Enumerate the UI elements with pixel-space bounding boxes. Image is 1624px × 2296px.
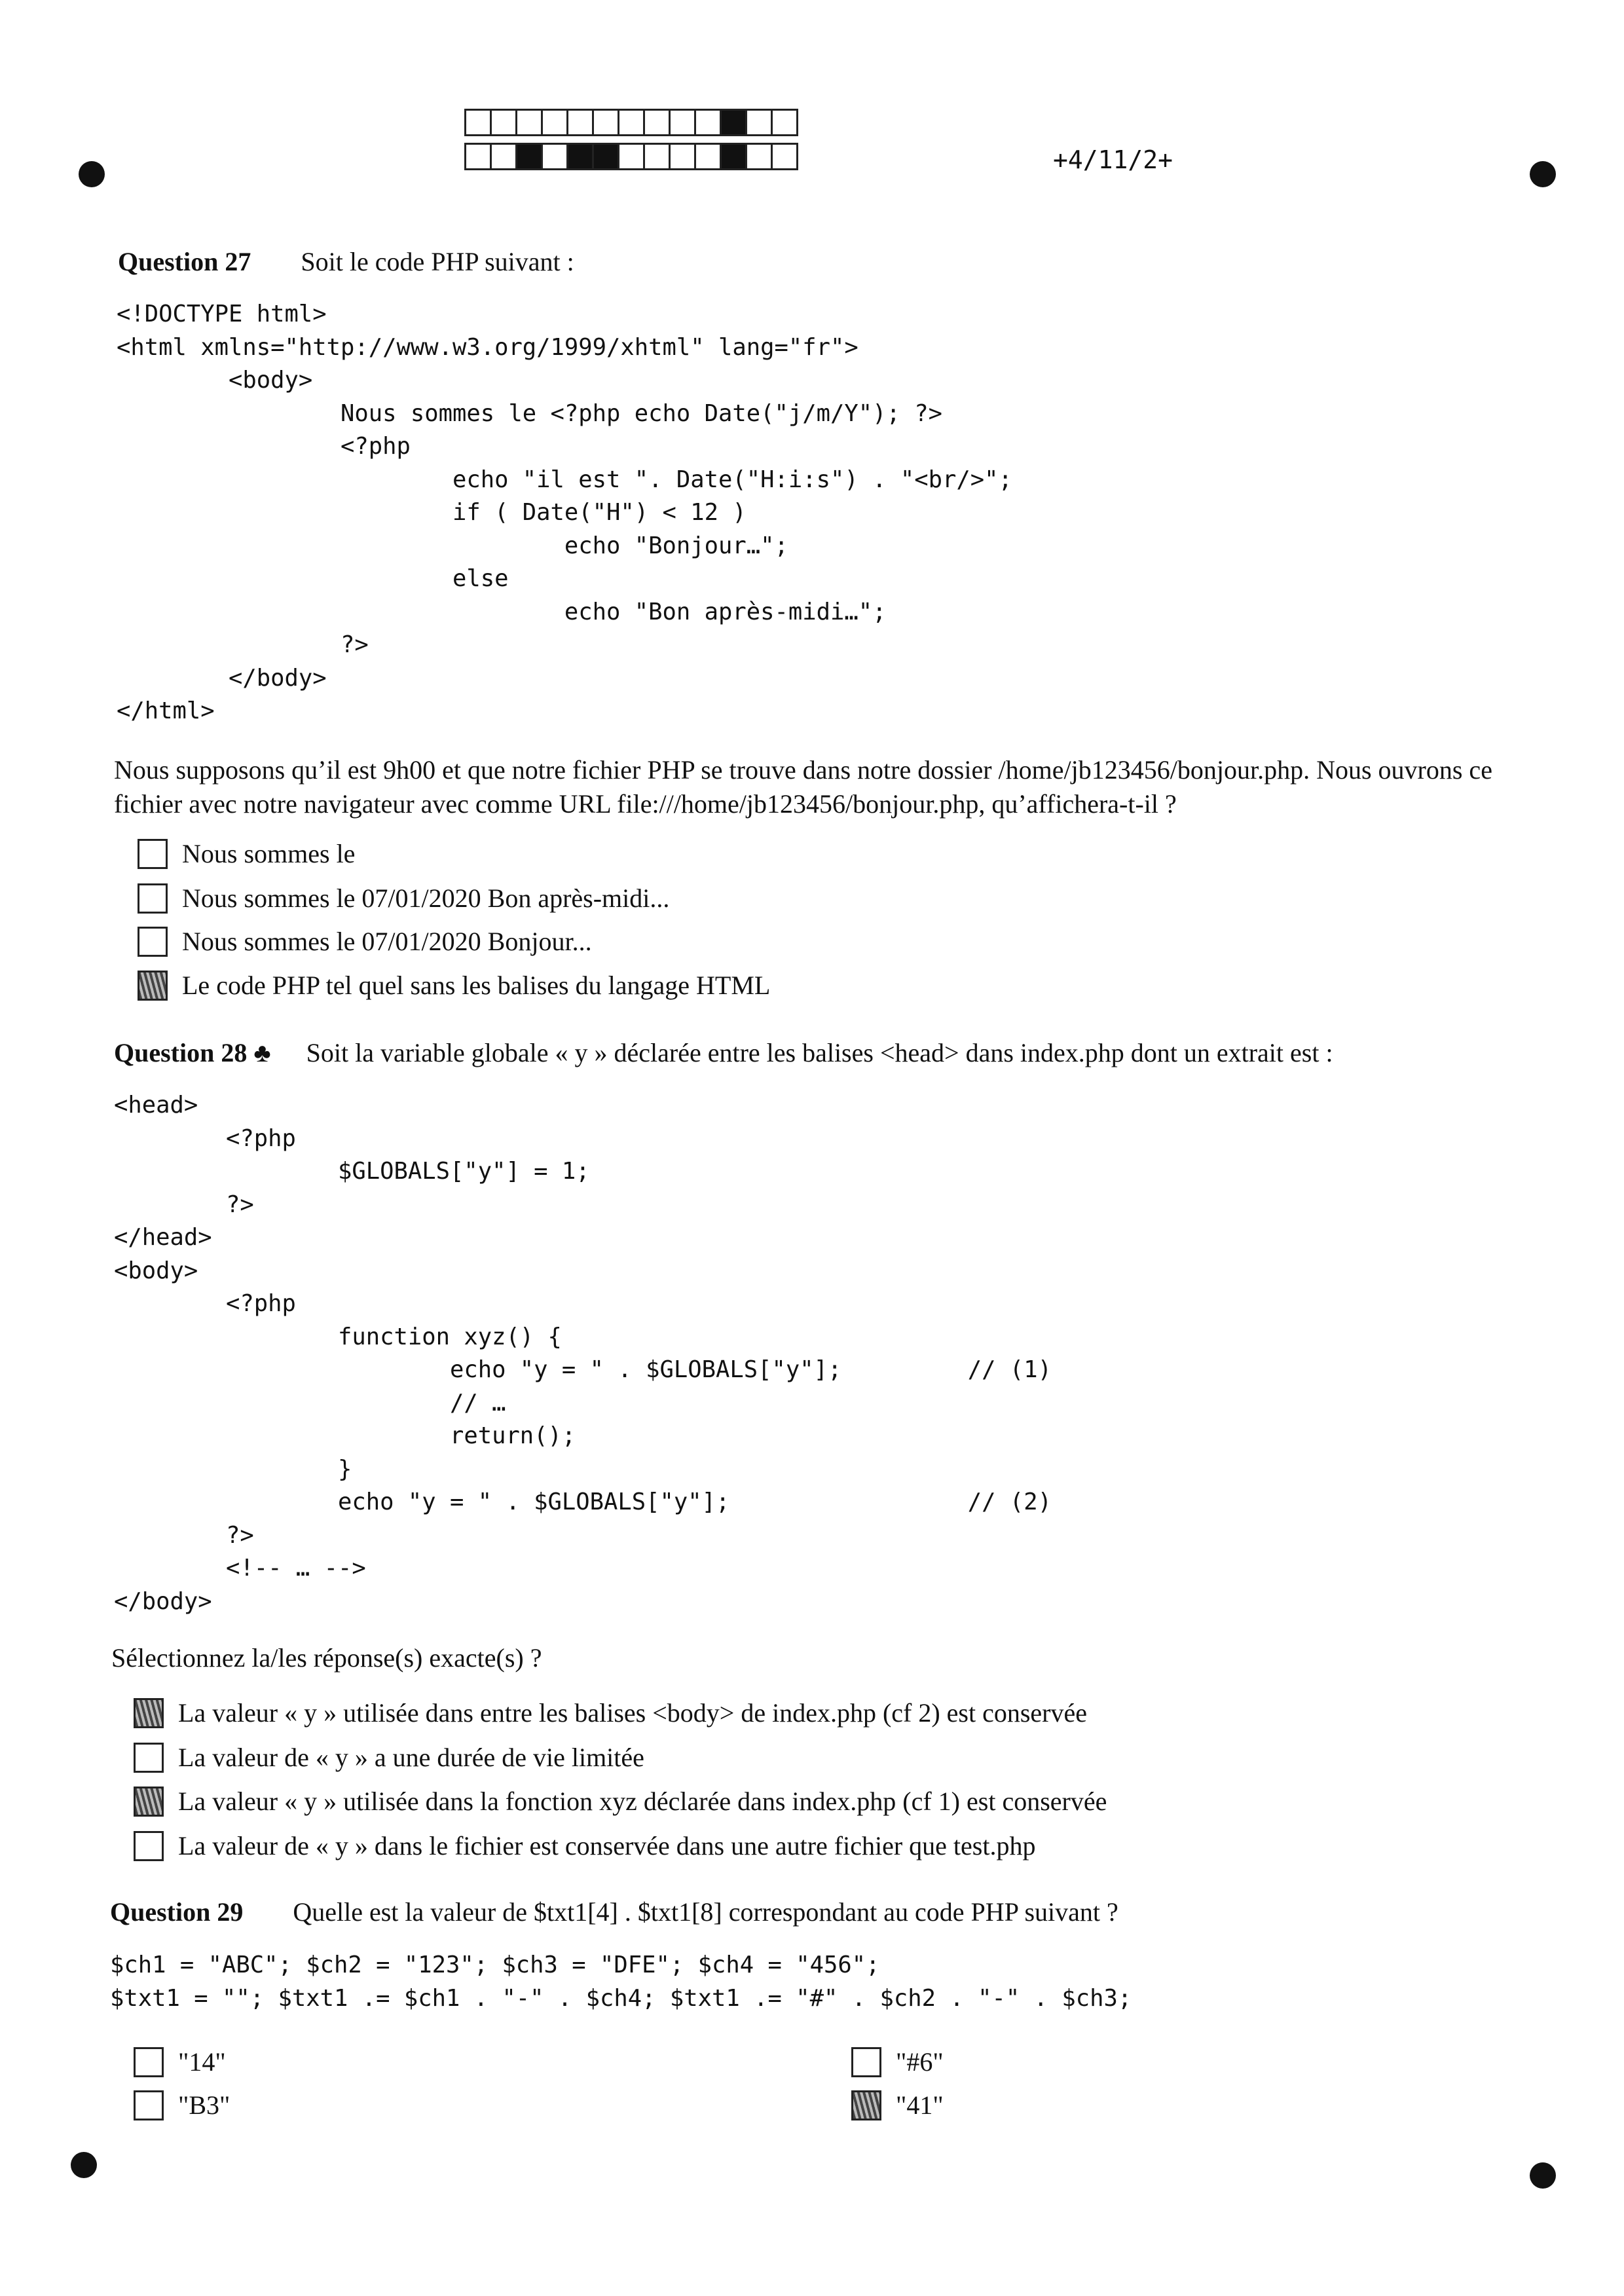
checkbox-checked[interactable] bbox=[134, 1787, 164, 1817]
barcode-cell bbox=[694, 143, 722, 170]
question-27-code: <!DOCTYPE html> <html xmlns="http://www.w3.org/1999/xhtml" lang="fr"> <body> Nous sommes le <?php echo Date("j/m/Y"); ?> <?php echo "il est ". Date("H:i:s") . "<br/>"; if ( Date("H") < 12 ) echo "Bonjour…"; else echo "Bon après-midi…"; ?> </body> </html> bbox=[117, 301, 1012, 724]
answer-label: "#6" bbox=[896, 2047, 944, 2077]
barcode-cell bbox=[771, 109, 798, 136]
q29-answer-2[interactable] bbox=[134, 2090, 230, 2120]
question-27-text: Nous supposons qu’il est 9h00 et que notre fichier PHP se trouve dans notre dossier /home/jb123456/bonjour.php. Nous ouvrons ce fichier avec notre navigateur avec comme URL file:///home/jb123456/bonjour.php, qu’affichera-t-il ? bbox=[114, 755, 1492, 819]
page-barcode bbox=[466, 109, 798, 177]
question-label: Question 28 bbox=[114, 1038, 248, 1067]
registration-dot-bottom-right bbox=[1530, 2162, 1556, 2189]
barcode-row bbox=[466, 109, 798, 136]
q27-answer-3[interactable] bbox=[138, 926, 592, 957]
q28-answer-1[interactable] bbox=[134, 1697, 1087, 1728]
barcode-cell bbox=[566, 109, 594, 136]
answer-label: "14" bbox=[178, 2047, 226, 2077]
barcode-cell bbox=[464, 109, 492, 136]
barcode-cell bbox=[643, 109, 671, 136]
question-27-heading bbox=[118, 246, 574, 277]
barcode-cell bbox=[618, 143, 645, 170]
barcode-cell bbox=[515, 143, 543, 170]
checkbox[interactable] bbox=[134, 2047, 164, 2077]
registration-dot-top-left bbox=[79, 161, 105, 187]
q27-answer-1[interactable] bbox=[138, 838, 355, 869]
barcode-cell bbox=[592, 143, 619, 170]
barcode-cell bbox=[669, 143, 696, 170]
answer-label: La valeur « y » utilisée dans entre les balises <body> de index.php (cf 2) est conservée bbox=[178, 1698, 1088, 1728]
barcode-cell bbox=[669, 109, 696, 136]
checkbox-checked[interactable] bbox=[851, 2090, 881, 2120]
answer-label: La valeur de « y » dans le fichier est conservée dans une autre fichier que test.php bbox=[178, 1831, 1036, 1861]
barcode-cell bbox=[490, 143, 517, 170]
question-prompt: Soit la variable globale « y » déclarée entre les balises <head> dans index.php dont un extrait est : bbox=[306, 1038, 1333, 1067]
barcode-cell bbox=[541, 143, 568, 170]
question-label: Question 27 bbox=[118, 247, 251, 276]
checkbox[interactable] bbox=[138, 839, 168, 869]
checkbox-checked[interactable] bbox=[138, 971, 168, 1001]
question-28-instruction: Sélectionnez la/les réponse(s) exacte(s) ? bbox=[111, 1643, 542, 1673]
checkbox[interactable] bbox=[138, 883, 168, 914]
barcode-cell bbox=[694, 109, 722, 136]
q28-answer-3[interactable] bbox=[134, 1786, 1107, 1817]
club-icon: ♣ bbox=[253, 1038, 271, 1067]
q27-answer-2[interactable] bbox=[138, 883, 669, 914]
checkbox-checked[interactable] bbox=[134, 1698, 164, 1728]
barcode-cell bbox=[541, 109, 568, 136]
checkbox[interactable] bbox=[851, 2047, 881, 2077]
checkbox[interactable] bbox=[134, 1743, 164, 1773]
answer-label: Nous sommes le 07/01/2020 Bonjour... bbox=[182, 927, 592, 956]
question-prompt: Soit le code PHP suivant : bbox=[301, 247, 574, 276]
answer-label: La valeur « y » utilisée dans la fonction xyz déclarée dans index.php (cf 1) est conservée bbox=[178, 1787, 1107, 1816]
question-29-heading bbox=[110, 1897, 1118, 1927]
barcode-cell bbox=[643, 143, 671, 170]
q29-answer-4[interactable] bbox=[851, 2090, 944, 2120]
checkbox[interactable] bbox=[134, 2090, 164, 2120]
question-28-heading bbox=[114, 1037, 1333, 1068]
q29-answer-3[interactable] bbox=[851, 2046, 944, 2077]
barcode-cell bbox=[464, 143, 492, 170]
answer-label: La valeur de « y » a une durée de vie limitée bbox=[178, 1743, 644, 1772]
barcode-cell bbox=[771, 143, 798, 170]
barcode-row bbox=[466, 143, 798, 170]
question-prompt: Quelle est la valeur de $txt1[4] . $txt1[8] correspondant au code PHP suivant ? bbox=[293, 1897, 1118, 1927]
checkbox[interactable] bbox=[138, 927, 168, 957]
question-28-code: <head> <?php $GLOBALS["y"] = 1; ?> </head> <body> <?php function xyz() { echo "y = " . $GLOBALS["y"]; // (1) // … return(); } echo "y = " . $GLOBALS["y"]; // (2) ?> <!-- … --> </body> bbox=[114, 1092, 1052, 1615]
barcode-cell bbox=[515, 109, 543, 136]
q28-answer-2[interactable] bbox=[134, 1742, 644, 1773]
q29-answer-1[interactable] bbox=[134, 2046, 226, 2077]
registration-dot-bottom-left bbox=[71, 2152, 97, 2178]
barcode-cell bbox=[566, 143, 594, 170]
question-29-code: $ch1 = "ABC"; $ch2 = "123"; $ch3 = "DFE"; $ch4 = "456"; $txt1 = ""; $txt1 .= $ch1 . "-" . $ch4; $txt1 .= "#" . $ch2 . "-" . $ch3; bbox=[110, 1952, 1132, 2012]
answer-label: Nous sommes le bbox=[182, 839, 356, 868]
registration-dot-top-right bbox=[1530, 161, 1556, 187]
question-label: Question 29 bbox=[110, 1897, 244, 1927]
barcode-cell bbox=[720, 109, 747, 136]
checkbox[interactable] bbox=[134, 1831, 164, 1861]
barcode-cell bbox=[745, 109, 773, 136]
answer-label: "B3" bbox=[178, 2090, 231, 2120]
barcode-cell bbox=[618, 109, 645, 136]
answer-label: "41" bbox=[896, 2090, 944, 2120]
q27-answer-4[interactable] bbox=[138, 970, 770, 1001]
answer-label: Nous sommes le 07/01/2020 Bon après-midi... bbox=[182, 883, 670, 913]
q28-answer-4[interactable] bbox=[134, 1830, 1035, 1861]
barcode-cell bbox=[745, 143, 773, 170]
page-id: +4/11/2+ bbox=[1053, 145, 1173, 174]
answer-label: Le code PHP tel quel sans les balises du langage HTML bbox=[182, 971, 771, 1000]
barcode-cell bbox=[592, 109, 619, 136]
barcode-cell bbox=[490, 109, 517, 136]
barcode-cell bbox=[720, 143, 747, 170]
